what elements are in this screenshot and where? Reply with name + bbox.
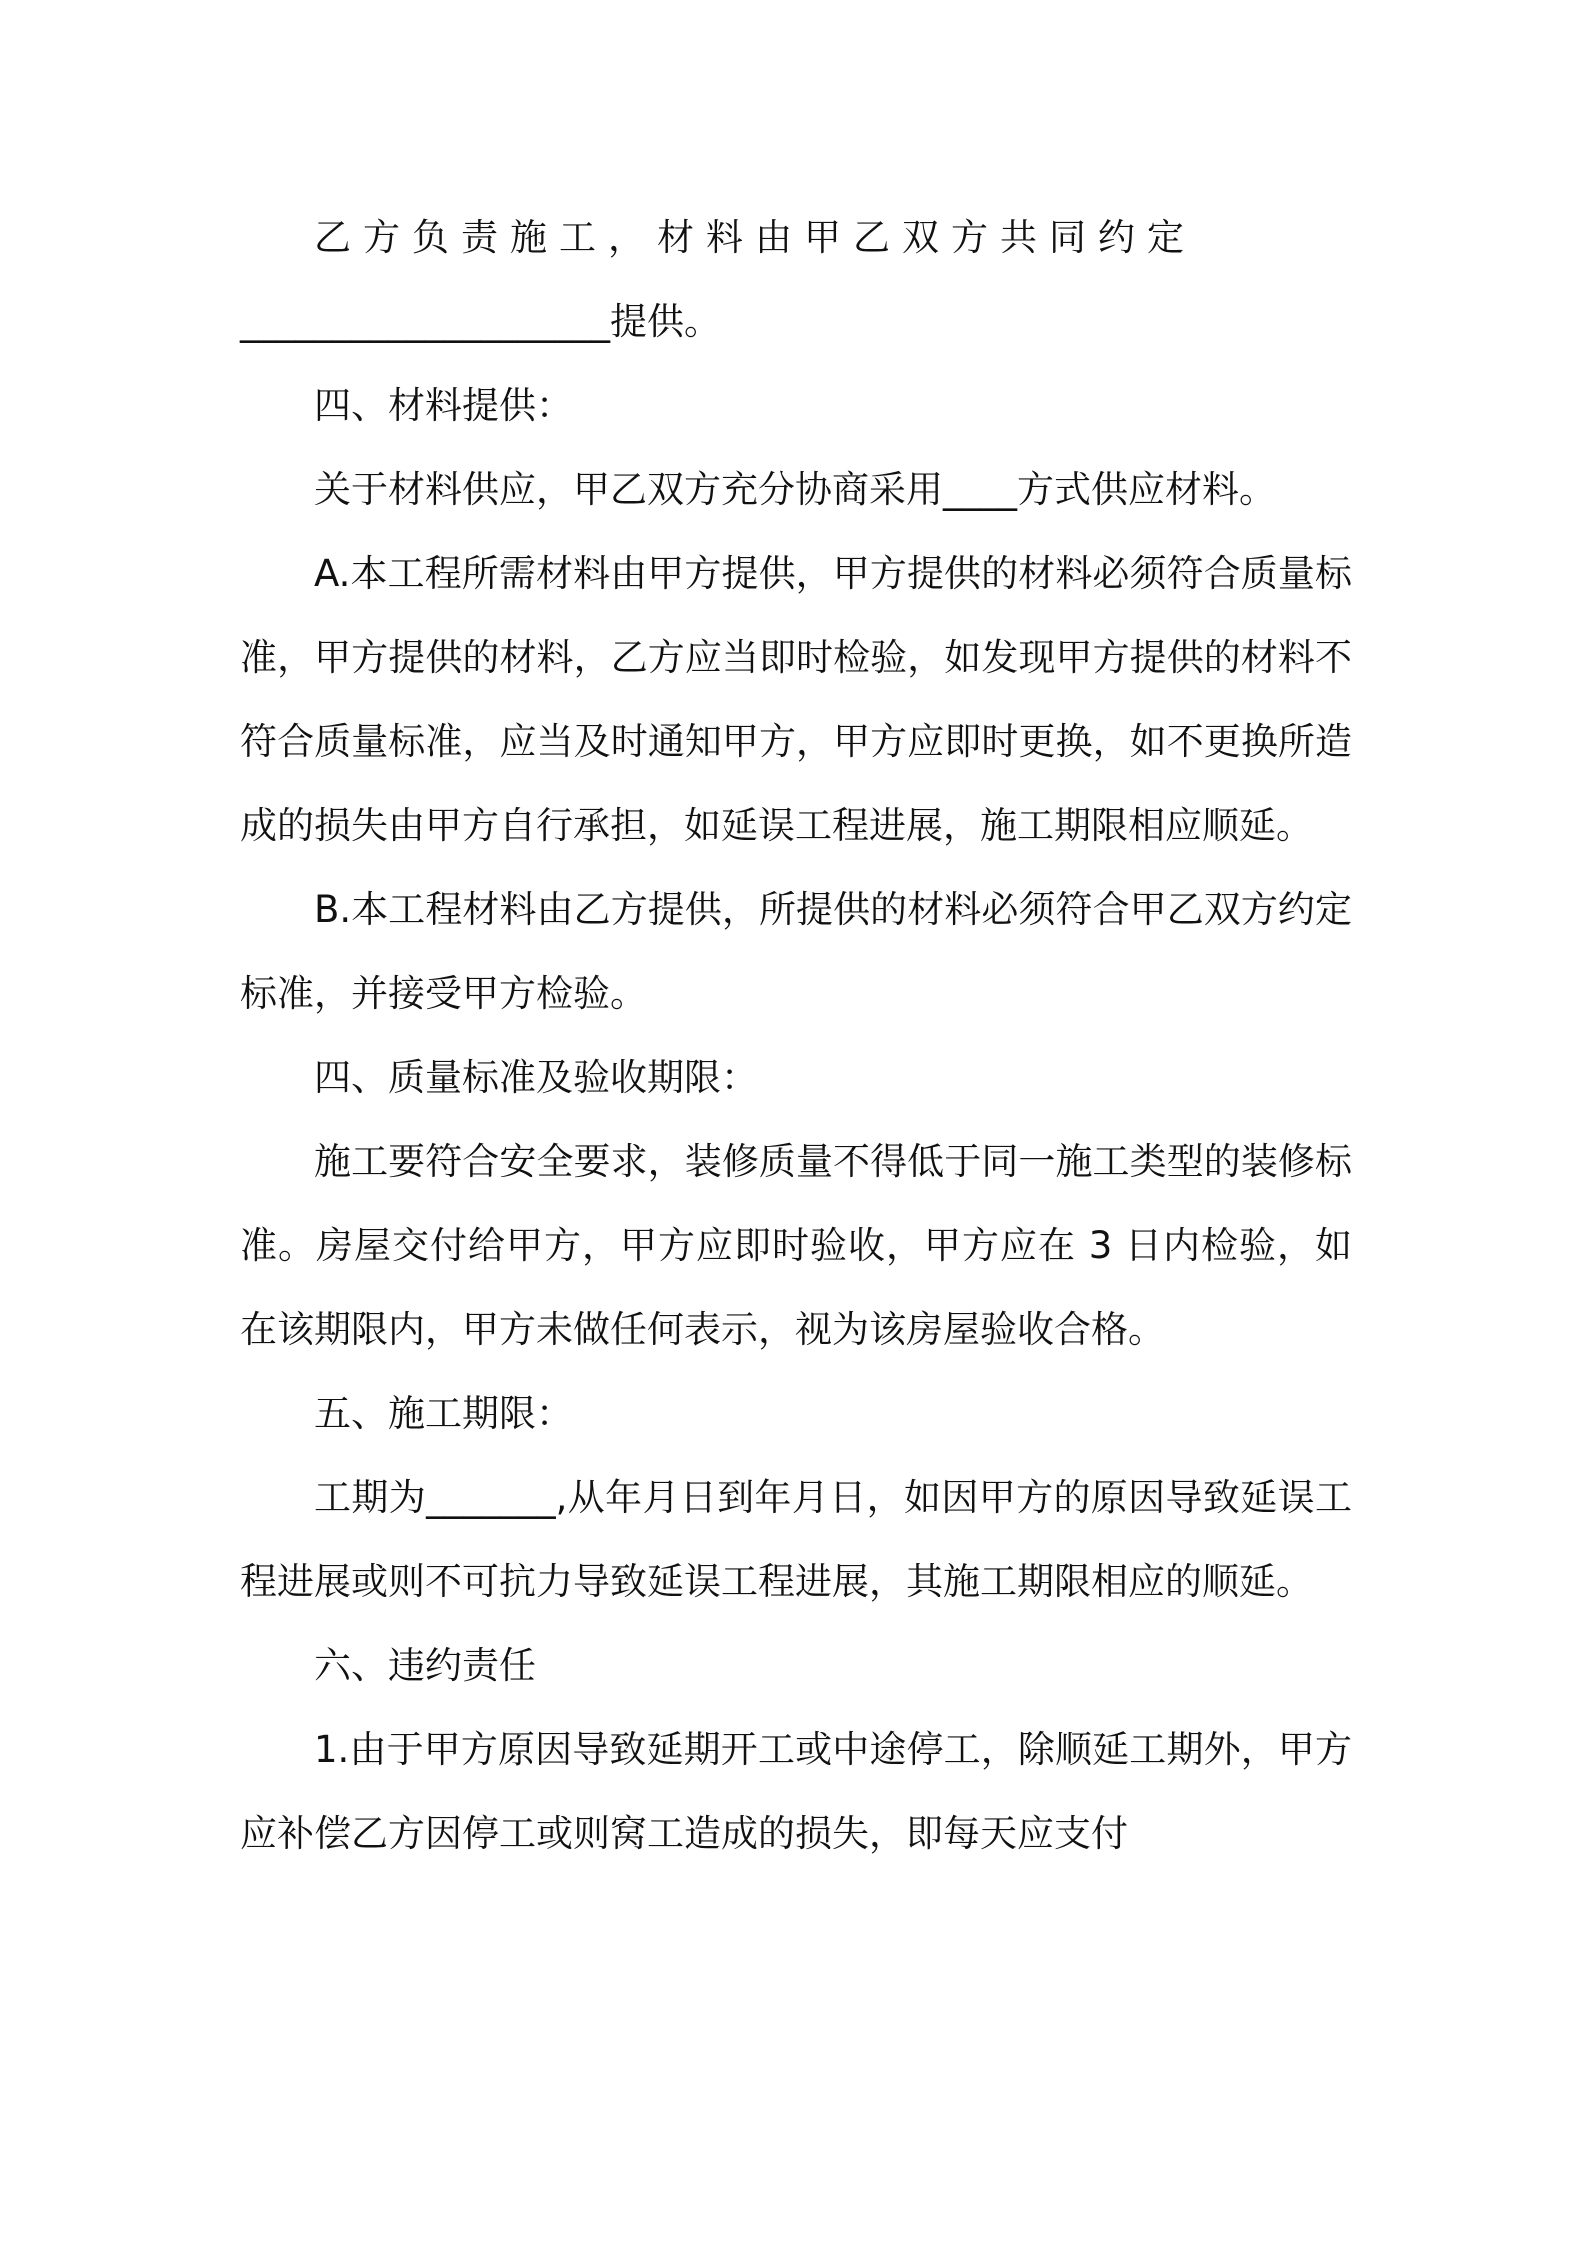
paragraph-quality-standard: 施工要符合安全要求，装修质量不得低于同一施工类型的装修标准。房屋交付给甲方，甲方应即时验收，甲方应在 3 日内检验，如在该期限内，甲方未做任何表示，视为该房屋验收合格。 bbox=[240, 1140, 1352, 1351]
paragraph-breach-item-1: 1.由于甲方原因导致延期开工或中途停工，除顺延工期外，甲方应补偿乙方因停工或则窝工造成的损失，即每天应支付 bbox=[240, 1728, 1352, 1855]
paragraph-option-b: B.本工程材料由乙方提供，所提供的材料必须符合甲乙双方约定标准，并接受甲方检验。 bbox=[240, 888, 1352, 1015]
paragraph-provide-blank: ____________________提供。 bbox=[240, 300, 721, 343]
paragraph-material-agreement: 乙方负责施工，材料由甲乙双方共同约定 bbox=[314, 216, 1196, 259]
heading-quality-standard: 四、质量标准及验收期限： bbox=[314, 1056, 758, 1099]
heading-breach-liability: 六、违约责任 bbox=[314, 1644, 536, 1687]
paragraph-supply-method: 关于材料供应，甲乙双方充分协商采用____方式供应材料。 bbox=[314, 468, 1276, 511]
paragraph-construction-period: 工期为_______,从年月日到年月日，如因甲方的原因导致延误工程进展或则不可抗力导致延误工程进展，其施工期限相应的顺延。 bbox=[240, 1476, 1352, 1603]
document-body bbox=[240, 196, 1352, 1876]
paragraph-option-a: A.本工程所需材料由甲方提供，甲方提供的材料必须符合质量标准，甲方提供的材料，乙方应当即时检验，如发现甲方提供的材料不符合质量标准，应当及时通知甲方，甲方应即时更换，如不更换所造成的损失由甲方自行承担，如延误工程进展，施工期限相应顺延。 bbox=[240, 552, 1352, 847]
heading-construction-period: 五、施工期限： bbox=[314, 1392, 573, 1435]
heading-material-supply: 四、材料提供： bbox=[314, 384, 573, 427]
